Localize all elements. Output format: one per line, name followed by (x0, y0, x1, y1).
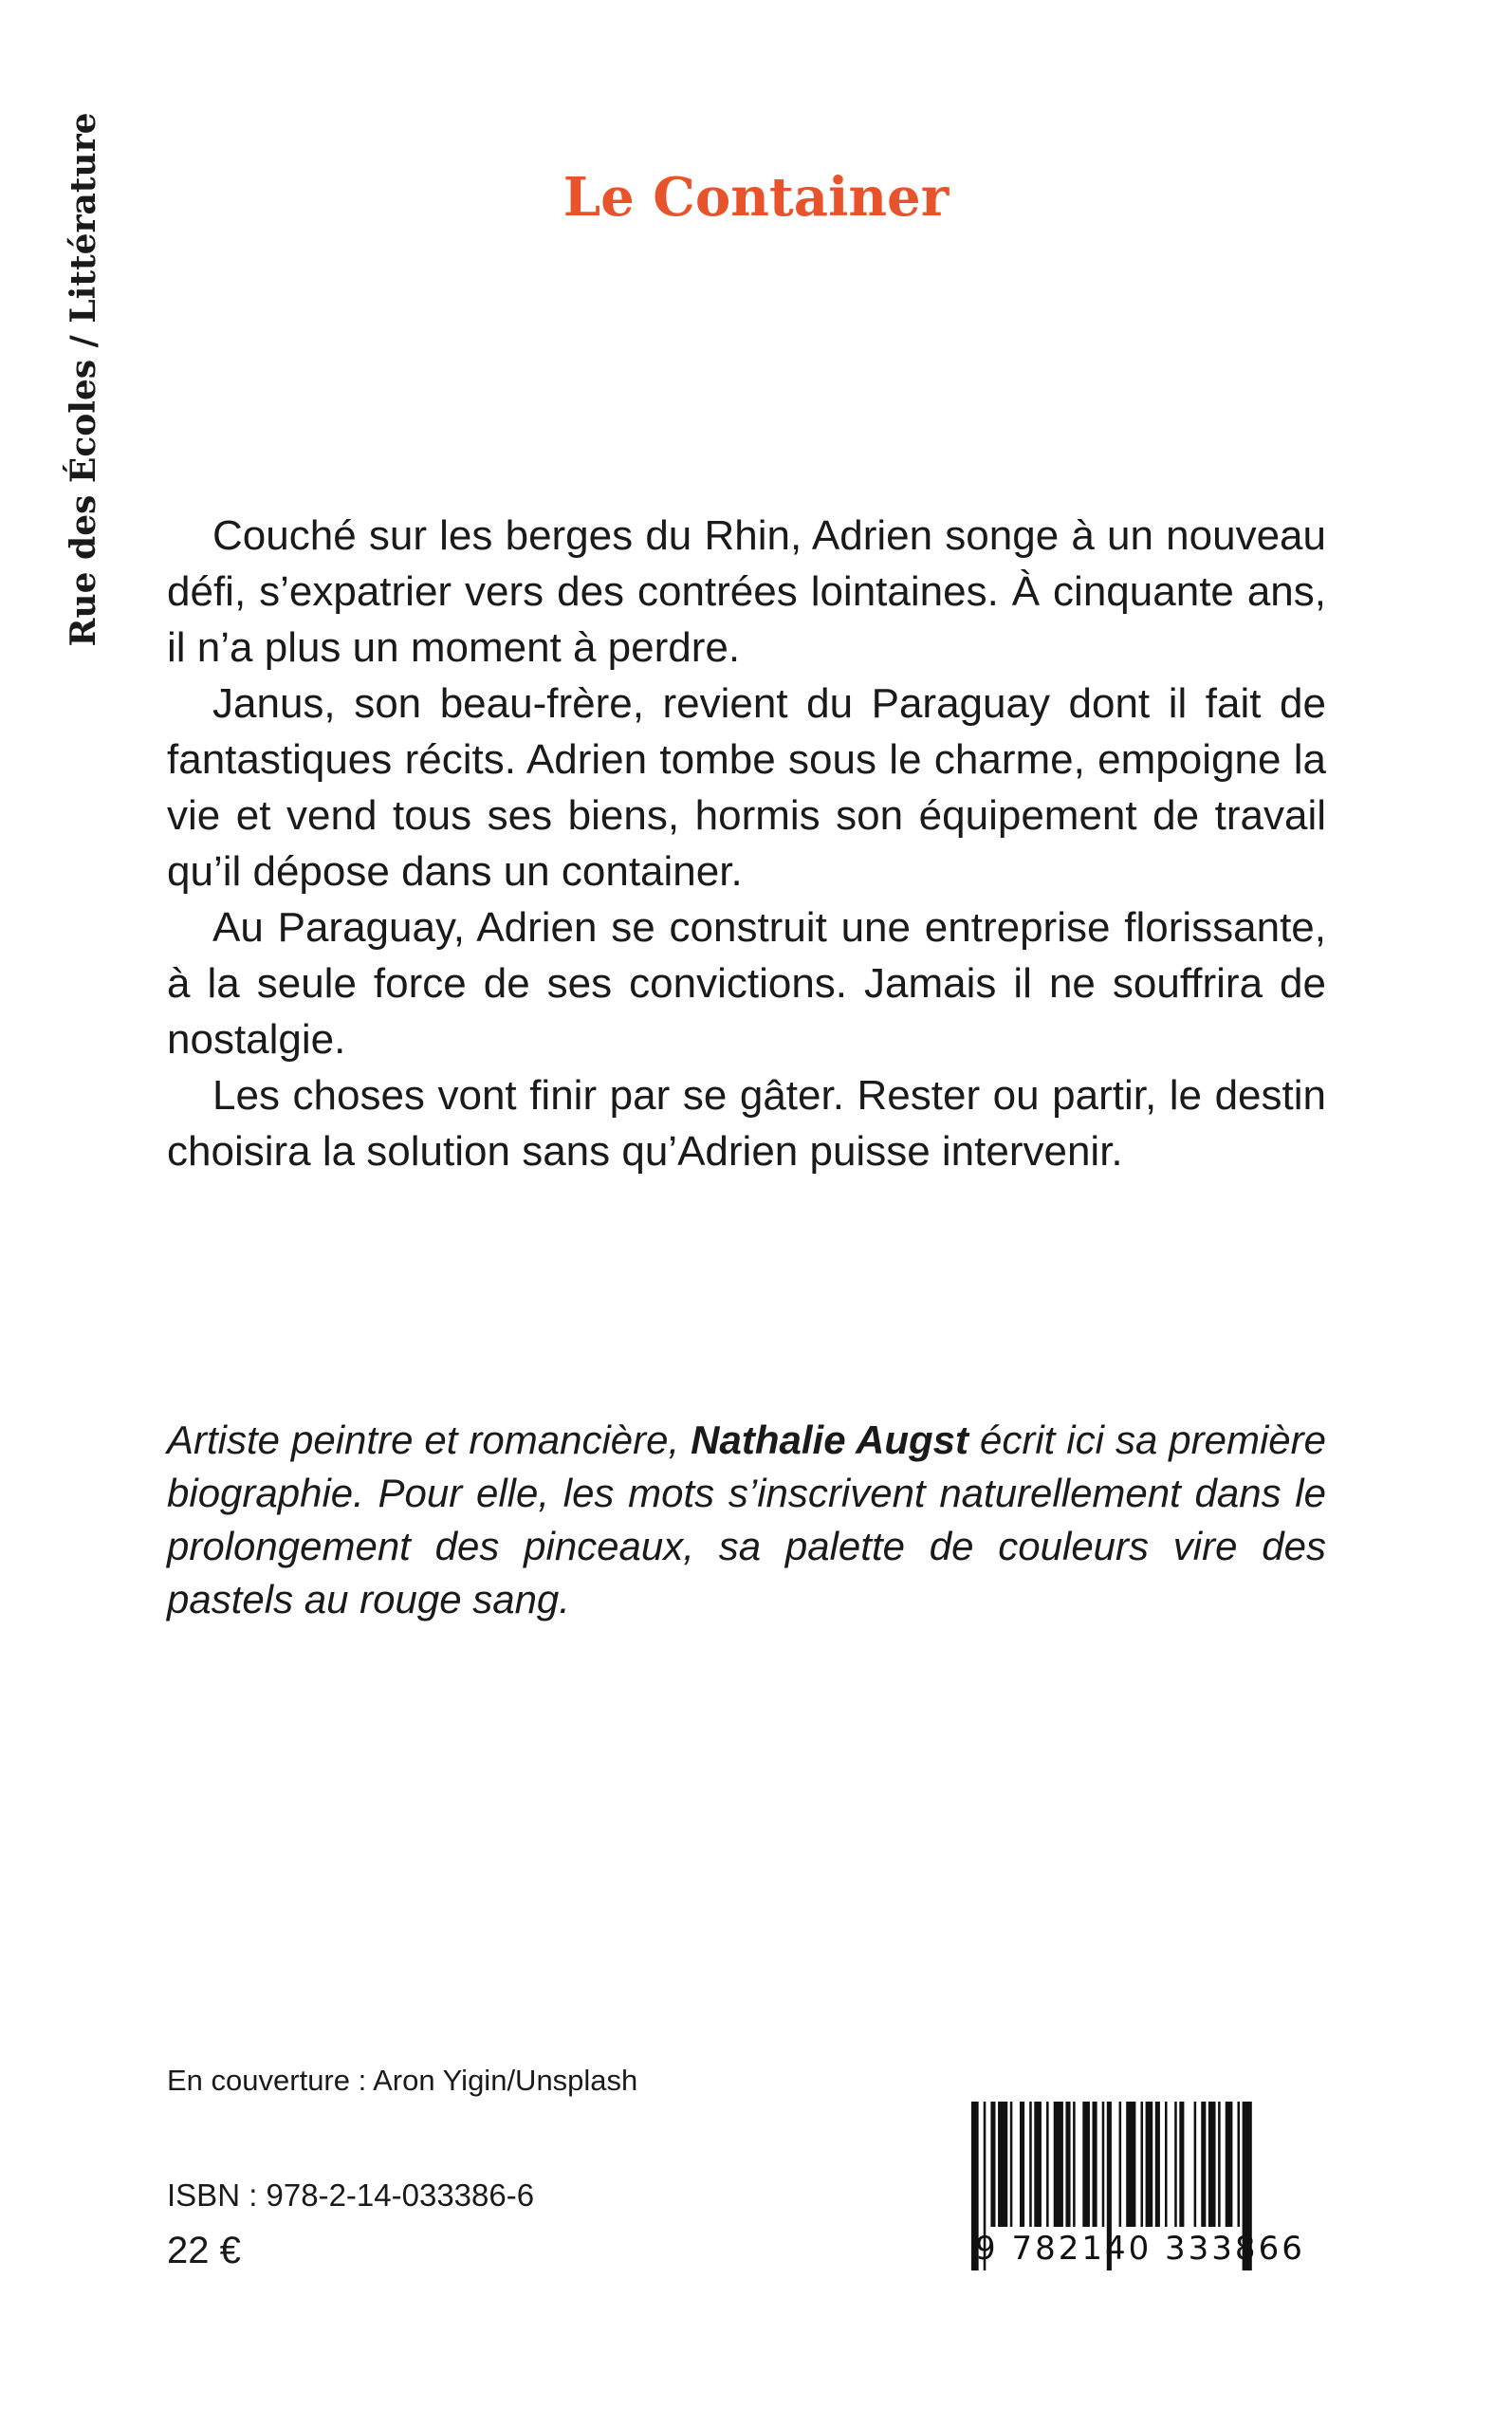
cover-credit: En couverture : Aron Yigin/Unsplash (167, 2064, 638, 2097)
barcode-bar (1082, 2102, 1090, 2227)
author-bio-paragraph (167, 1414, 1326, 1626)
barcode-bar (1054, 2102, 1063, 2227)
barcode-bar (1179, 2102, 1184, 2227)
barcode-bar (998, 2102, 1007, 2227)
summary-text (167, 508, 1326, 1179)
summary-paragraph: Au Paraguay, Adrien se construit une entreprise florissante, à la seule force de ses convictions. Jamais il ne souffrira de nostalgie. (167, 904, 1326, 1063)
barcode-bar (1141, 2102, 1144, 2227)
barcode-bar (1034, 2102, 1042, 2227)
barcode-bar (1126, 2102, 1135, 2227)
barcode-number: 9 782140 333866 (975, 2230, 1305, 2268)
barcode-bar (1102, 2102, 1105, 2227)
author-bio (167, 1414, 1326, 1626)
book-title: Le Container (562, 166, 950, 229)
barcode-bar (1119, 2102, 1122, 2227)
author-name: Nathalie Augst (691, 1418, 968, 1462)
collection-label: Rue des Écoles / Littérature (64, 112, 103, 647)
barcode-bar (1218, 2102, 1221, 2227)
price: 22 € (167, 2230, 241, 2271)
barcode-bar (1194, 2102, 1197, 2227)
summary-paragraph: Les choses vont finir par se gâter. Rester ou partir, le destin choisira la solution sans qu’Adrien puisse intervenir. (167, 1072, 1326, 1175)
isbn: ISBN : 978-2-14-033386-6 (167, 2177, 535, 2213)
barcode-bar (1155, 2102, 1160, 2227)
barcode-bar (1029, 2102, 1032, 2227)
barcode-bar (1238, 2102, 1241, 2227)
barcode-bar (1208, 2102, 1216, 2227)
barcode-bar (1226, 2102, 1233, 2227)
barcode-bar (1020, 2102, 1024, 2227)
barcode-bar (1073, 2102, 1076, 2227)
barcode-bar (1201, 2102, 1206, 2227)
summary-paragraph: Couché sur les berges du Rhin, Adrien songe à un nouveau défi, s’expatrier vers des contrées lointaines. À cinquante ans, il n’a plus un moment à perdre. (167, 512, 1326, 671)
barcode-bar (1046, 2102, 1049, 2227)
barcode-bar (1174, 2102, 1177, 2227)
barcode-bar (1146, 2102, 1153, 2227)
author-bio-intro: Artiste peintre et romancière, (167, 1418, 691, 1462)
author-bio-body: écrit ici sa première biographie. Pour elle, les mots s’inscrivent naturellement dans le prolongement des pinceaux, sa palette de couleurs vire des pastels au rouge sang. (167, 1418, 1327, 1621)
barcode-bar (990, 2102, 995, 2227)
summary-paragraph: Janus, son beau-frère, revient du Paraguay dont il fait de fantastiques récits. Adrien tombe sous le charme, empoigne la vie et vend tous ses biens, hormis son équipement de travail qu’il dépose dans un container. (167, 680, 1326, 895)
barcode-bar (1093, 2102, 1097, 2227)
barcode-bar (1165, 2102, 1168, 2227)
barcode-bar (1065, 2102, 1070, 2227)
barcode-bar (1010, 2102, 1013, 2227)
